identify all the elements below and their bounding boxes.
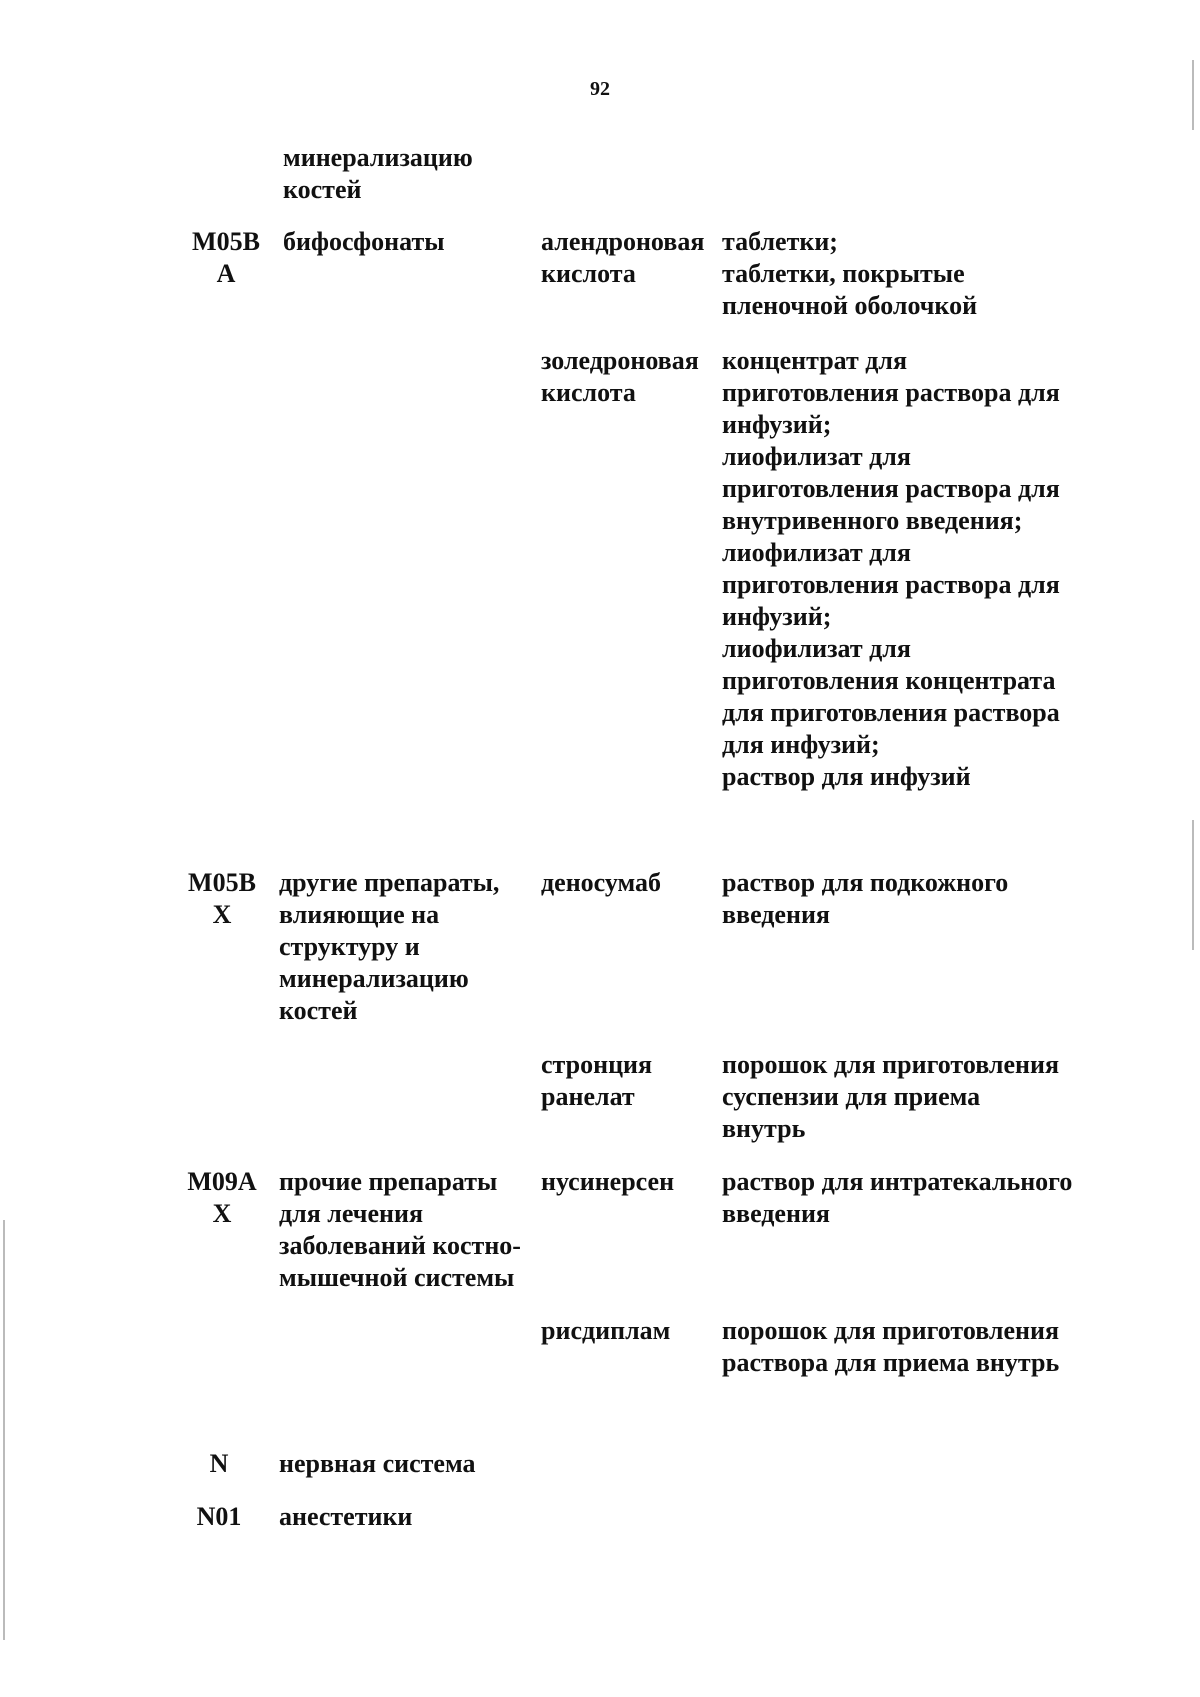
atc-code-m05ba: M05B A [192, 227, 260, 288]
substance-denosumab: деносумаб [541, 868, 662, 897]
dosage-forms-strontium-ranelate: порошок для приготовления суспензии для приема внутрь [722, 1050, 1060, 1143]
dosage-forms-zoledronic-acid: концентрат для приготовления раствора для инфузий; лиофилизат для приготовления раствора для внутривенного введения; лиофилизат для приготовления раствора для инфузий; лиофилизат для приготовления концентрата для приготовления раствора для инфузий; раствор для инфузий [722, 346, 1060, 791]
substance-alendronic-acid: алендроновая кислота [541, 227, 705, 288]
dosage-forms-risdiplam: порошок для приготовления раствора для приема внутрь [722, 1316, 1060, 1377]
group-name-bisphosphonates: бифосфонаты [283, 227, 445, 256]
group-name-other-musculoskeletal: прочие препараты для лечения заболеваний костно- мышечной системы [279, 1167, 521, 1292]
substance-nusinersen: нусинерсен [541, 1167, 675, 1196]
continuation-group-name: минерализацию костей [283, 143, 473, 204]
atc-code-n01: N01 [196, 1502, 242, 1531]
scan-edge-right-middle [1192, 820, 1194, 950]
scan-edge-left [3, 1220, 5, 1640]
substance-strontium-ranelate: стронция ранелат [541, 1050, 653, 1111]
group-name-other-bone-drugs: другие препараты, влияющие на структуру и минерализацию костей [279, 868, 500, 1025]
atc-code-m05bx: M05B X [188, 868, 256, 929]
scan-edge-right-top [1192, 60, 1194, 130]
page-number: 92 [590, 78, 610, 100]
group-name-anesthetics: анестетики [279, 1502, 413, 1531]
substance-zoledronic-acid: золедроновая кислота [541, 346, 699, 407]
dosage-forms-nusinersen: раствор для интратекального введения [722, 1167, 1073, 1228]
atc-code-n: N [209, 1449, 229, 1478]
substance-risdiplam: рисдиплам [541, 1316, 671, 1345]
dosage-forms-alendronic-acid: таблетки; таблетки, покрытые пленочной оболочкой [722, 227, 978, 320]
atc-code-m09ax: M09A X [187, 1167, 257, 1228]
group-name-nervous-system: нервная система [279, 1449, 476, 1478]
dosage-forms-denosumab: раствор для подкожного введения [722, 868, 1009, 929]
